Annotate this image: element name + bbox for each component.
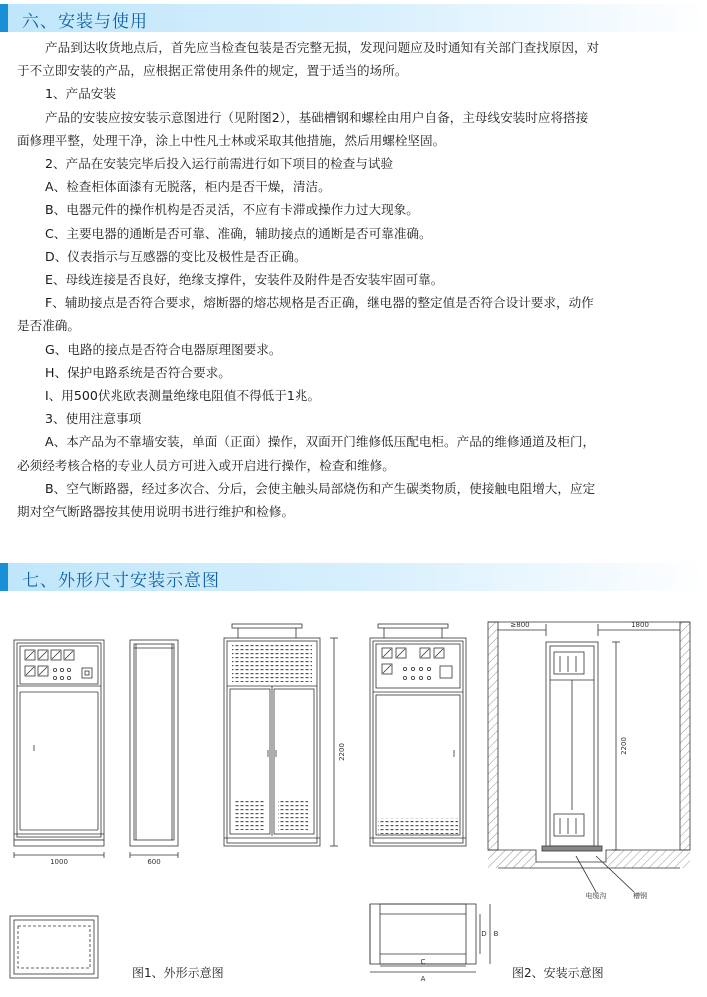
dim-width-label: 1000 [50,858,68,866]
text-line: G、电路的接点是否符合电器原理图要求。 [45,341,282,357]
dim-depth-label: 600 [147,858,161,866]
channel-steel-label: 槽钢 [633,892,647,900]
text-line: H、保护电路系统是否符合要求。 [45,364,231,380]
dim-D-label: D [481,930,487,938]
text-line: 1、产品安装 [45,86,116,102]
text-line: 面修理平整，处理干净，涂上中性凡士林或采取其他措施，然后用螺栓坚固。 [17,132,446,148]
section-title: 七、外形尺寸安装示意图 [22,571,220,591]
text-line: 必须经考核合格的专业人员方可进入或开启进行操作，检查和维修。 [17,457,395,473]
header-accent-bar [0,563,8,591]
base-plan-right [370,904,490,972]
dim-B-label: B [493,930,499,938]
cable-trench-label: 电缆沟 [585,892,607,900]
text-line: A、检查柜体面漆有无脱落，柜内是否干燥，清洁。 [45,179,331,195]
text-line: C、主要电器的通断是否可靠、准确，辅助接点的通断是否可靠准确。 [45,225,432,241]
text-line: 于不立即安装的产品，应根据正常使用条件的规定，置于适当的场所。 [17,63,408,79]
text-line: 期对空气断路器按其使用说明书进行维护和检修。 [17,504,295,520]
dim-A-label: A [420,975,426,983]
cabinet-side-view [130,640,178,858]
figure-1-caption: 图1、外形示意图 [132,966,224,980]
install-height-label: 2200 [620,737,628,755]
dim-C-label: C [420,958,426,966]
section-title: 六、安装与使用 [22,12,148,32]
text-line: D、仪表指示与互感器的变比及极性是否正确。 [45,248,307,264]
technical-drawings [0,600,707,997]
text-line: A、本产品为不靠墙安装，单面（正面）操作，双面开门维修低压配电柜。产品的维修通道及柜门， [45,434,596,450]
text-line: 2、产品在安装完毕后投入运行前需进行如下项目的检查与试验 [45,156,394,172]
cabinet-rear-view [224,624,338,846]
base-plan-left [10,916,98,978]
text-line: I、用500伏兆欧表测量绝缘电阻值不得低于1兆。 [45,388,321,404]
figure-2-caption: 图2、安装示意图 [512,966,604,980]
text-line: F、辅助接点是否符合要求，熔断器的熔芯规格是否正确，继电器的整定值是否符合设计要求，动作 [45,295,594,311]
cabinet-front-view-variant [370,624,466,846]
text-line: B、空气断路器，经过多次合、分后，会使主触头局部烧伤和产生碳类物质，使接触电阻增大，应定 [45,480,596,496]
dim-height-label: 2200 [338,743,346,761]
installation-section [488,622,690,892]
section-header-dimensions [0,563,707,591]
header-accent-bar [0,4,8,32]
cabinet-front-view [14,640,104,858]
front-gap-label: ≥800 [510,621,530,629]
text-line: E、母线连接是否良好，绝缘支撑件，安装件及附件是否安装牢固可靠。 [45,272,444,288]
install-instructions [17,36,707,523]
text-line: 是否准确。 [17,318,80,334]
text-line: 产品到达收货地点后，首先应当检查包装是否完整无损，发现问题应及时通知有关部门查找原因，对 [45,40,600,55]
section-header-install [0,4,707,32]
text-line: 产品的安装应按安装示意图进行（见附图2），基础槽钢和螺栓由用户自备，主母线安装时应将搭接 [45,109,589,125]
rear-gap-label: 1800 [631,621,649,629]
text-line: B、电器元件的操作机构是否灵活，不应有卡滞或操作力过大现象。 [45,202,419,218]
text-line: 3、使用注意事项 [45,411,142,427]
figures-area [0,600,707,997]
